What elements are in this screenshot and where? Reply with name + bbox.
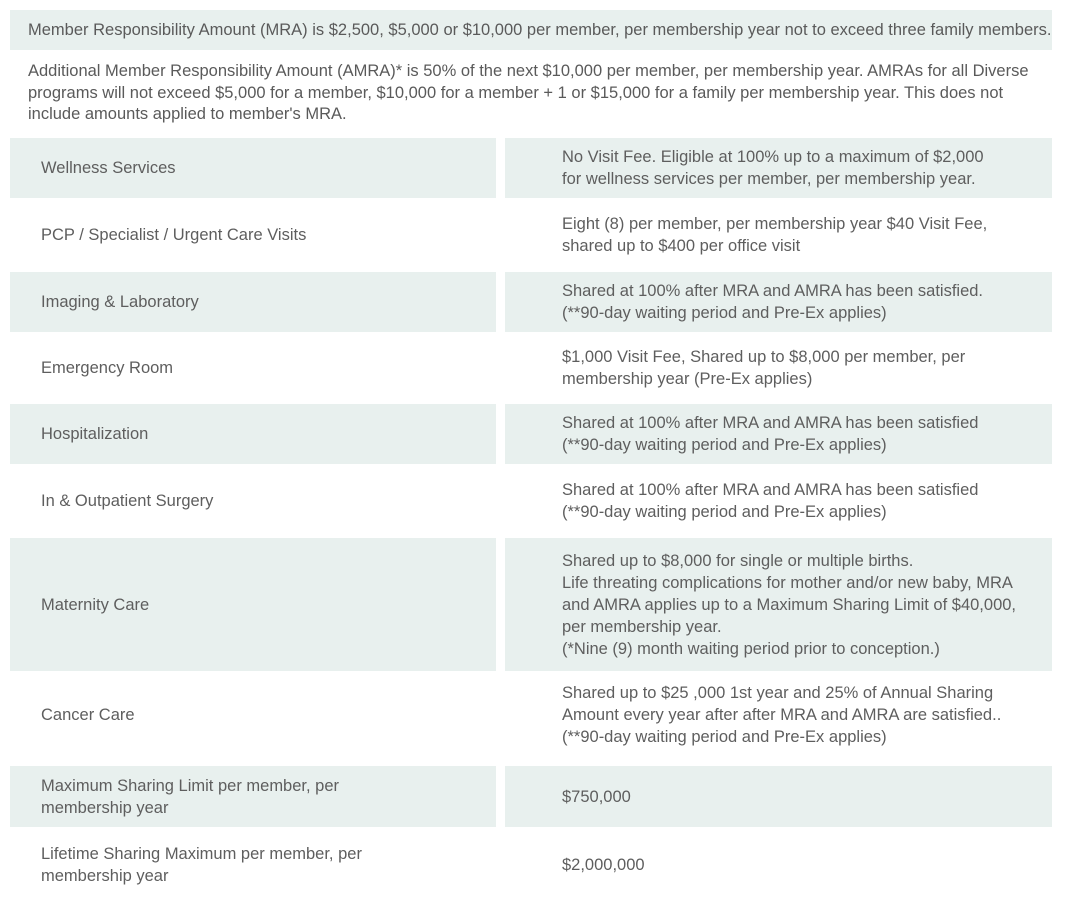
row-label: Wellness Services [10,138,496,198]
table-row [10,138,1052,198]
row-label: Lifetime Sharing Maximum per member, per membership year [41,845,362,885]
table-row [10,671,1052,759]
row-value: Shared up to $8,000 for single or multiple births. Life threating complications for mother and/or new baby, MRA and AMRA applies up to a Maximum Sharing Limit of $40,000, per membership year. (*Nine (9) month waiting period prior to conception.) [505,538,1052,671]
row-label: Emergency Room [41,359,174,377]
row-value: Eight (8) per member, per membership year $40 Visit Fee, shared up to $400 per office visit [562,215,988,255]
table-row [10,538,1052,671]
table-row [10,272,1052,332]
row-value: $2,000,000 [562,856,645,874]
table-row [10,338,1052,398]
table-row [10,835,1052,895]
table-row [10,471,1052,531]
table-row [10,205,1052,265]
row-label: Hospitalization [10,404,496,464]
row-label: Maximum Sharing Limit per member, per membership year [10,766,496,827]
mra-banner: Member Responsibility Amount (MRA) is $2,500, $5,000 or $10,000 per member, per membership year not to exceed three family members. [10,10,1052,50]
row-value: Shared at 100% after MRA and AMRA has been satisfied (**90-day waiting period and Pre-Ex applies) [562,481,979,521]
row-value: Shared at 100% after MRA and AMRA has been satisfied. (**90-day waiting period and Pre-Ex applies) [505,272,1052,332]
table-row [10,404,1052,464]
row-label: Cancer Care [41,706,135,724]
row-value: Shared up to $25 ,000 1st year and 25% of Annual Sharing Amount every year after after MRA and AMRA are satisfied.. (**90-day waiting period and Pre-Ex applies) [562,684,1002,746]
row-value: No Visit Fee. Eligible at 100% up to a maximum of $2,000 for wellness services per member, per membership year. [505,138,1052,198]
row-label: PCP / Specialist / Urgent Care Visits [41,226,307,244]
row-label: Imaging & Laboratory [10,272,496,332]
row-value: $1,000 Visit Fee, Shared up to $8,000 per member, per membership year (Pre-Ex applies) [562,348,966,388]
row-value: $750,000 [505,766,1052,827]
table-row [10,766,1052,827]
row-label: In & Outpatient Surgery [41,492,214,510]
row-label: Maternity Care [10,538,496,671]
row-value: Shared at 100% after MRA and AMRA has been satisfied (**90-day waiting period and Pre-Ex applies) [505,404,1052,464]
amra-note: Additional Member Responsibility Amount (AMRA)* is 50% of the next $10,000 per member, per membership year. AMRAs for all Diverse programs will not exceed $5,000 for a member, $10,000 for a member + 1 or $15,000 for a family per membership year. This does not include amounts applied to member's MRA. [28,62,1029,123]
